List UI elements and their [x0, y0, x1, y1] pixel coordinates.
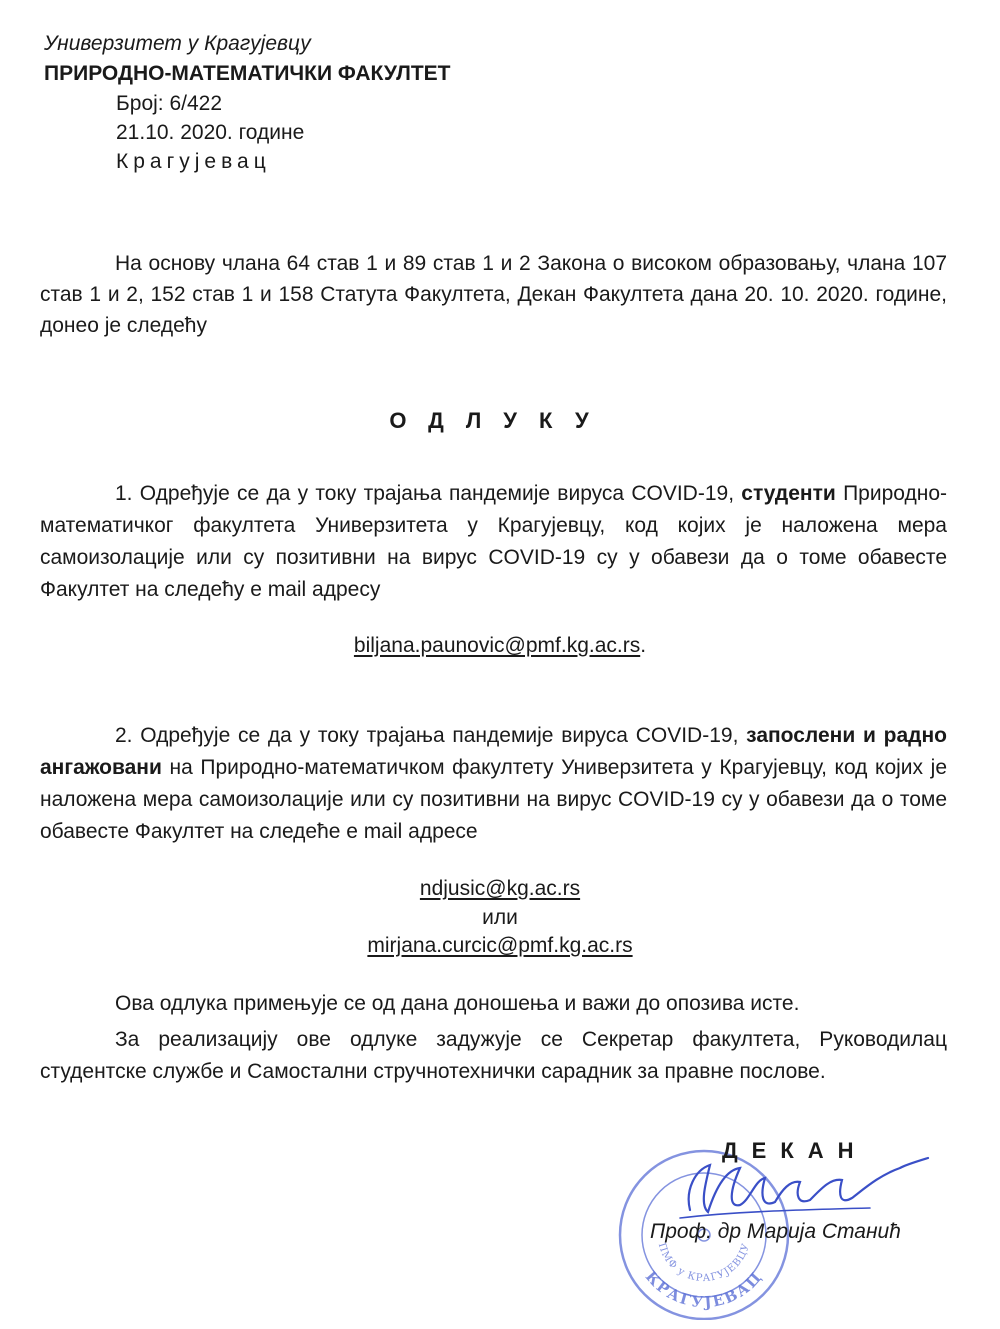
item1-text-before: 1. Одређује се да у току трајања пандемије вируса COVID-19, — [115, 482, 742, 505]
intro-paragraph: На основу члана 64 став 1 и 89 став 1 и 2 Закона о високом образовању, члана 107 став 1 и 2, 152 став 1 и 158 Статута Факултета, Декан Факултета дана 20. 10. 2020. године, донео је следећу — [40, 252, 947, 337]
decision-title: ОДЛУКУ — [389, 408, 611, 433]
email-link-students[interactable]: biljana.paunovic@pmf.kg.ac.rs — [353, 634, 641, 657]
email-line-1 — [0, 630, 1000, 662]
stamp-text-bottom: КРАГУЈЕВАЦ — [641, 1267, 767, 1312]
email-suffix: . — [640, 634, 647, 657]
document-city: Крагујевац — [116, 150, 271, 173]
email-link-staff-b[interactable]: mirjana.curcic@pmf.kg.ac.rs — [367, 934, 633, 957]
or-separator: или — [482, 906, 518, 929]
responsibility-paragraph: За реализацију ове одлуке задужује се Секретар факултета, Руководилац студентске службе и Самостални стручнотехнички сарадник за правне послове. — [40, 1028, 947, 1083]
university-name: Универзитет у Крагујевцу — [44, 32, 311, 55]
dean-title: ДЕКАН — [722, 1138, 868, 1163]
document-date: 21.10. 2020. године — [116, 121, 305, 144]
stamp-text-inner: ПМФ у КРАГУЈЕВЦУ — [655, 1241, 753, 1285]
item2-text-after: на Природно-математичком факултету Универзитета у Крагујевцу, код којих је наложена мера самоизолације или су позитивни на вирус COVID-19 су у обавези да о томе обавесте Факултет на следеће е mail адресе — [40, 756, 947, 843]
item1-text-after: Природно-математичког факултета Универзитета у Крагујевцу, код којих је наложена мера самоизолације или су позитивни на вирус COVID-19 су у обавези да о томе обавесте Факултет на следећу е mail адресу — [40, 482, 947, 601]
item2-text-before: 2. Одређује се да у току трајања пандемије вируса COVID-19, — [115, 724, 747, 747]
item1-bold: студенти — [741, 482, 836, 505]
email-line-3 — [0, 930, 1000, 962]
decision-item-2 — [40, 720, 947, 848]
decision-item-1 — [40, 478, 947, 606]
email-line-2 — [0, 873, 1000, 905]
dean-name: Проф. др Марија Станић — [650, 1220, 901, 1243]
item2-bold: запослени и радно ангажовани — [40, 724, 947, 779]
document-number: Број: 6/422 — [116, 92, 223, 115]
email-link-staff-a[interactable]: ndjusic@kg.ac.rs — [419, 877, 581, 900]
validity-paragraph: Ова одлука примењује се од дана доношења и важи до опозива исте. — [115, 992, 800, 1015]
faculty-name: ПРИРОДНО-МАТЕМАТИЧКИ ФАКУЛТЕТ — [44, 62, 451, 85]
